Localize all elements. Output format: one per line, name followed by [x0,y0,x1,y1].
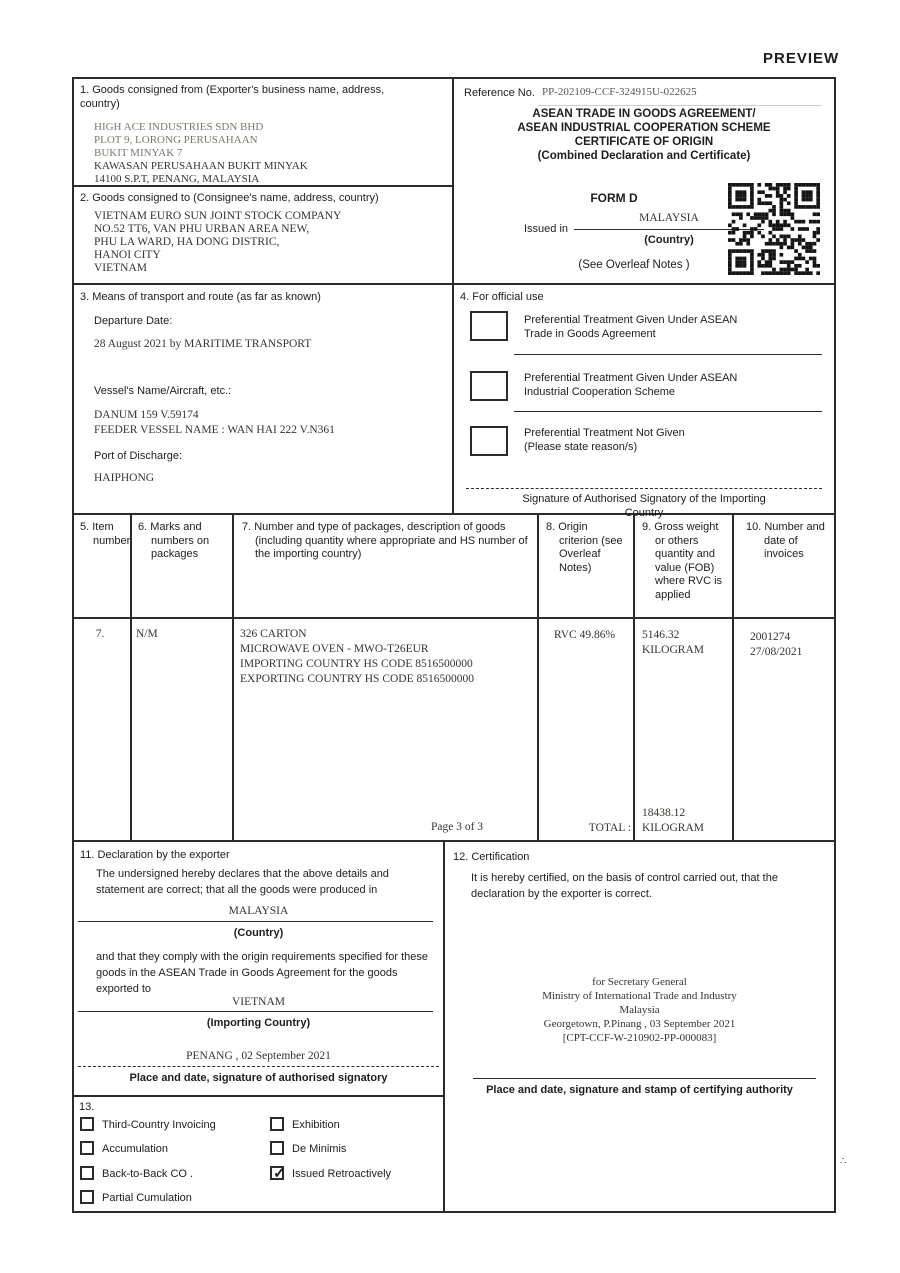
row-origin-criterion: RVC 49.86% [554,629,616,641]
exhibition-label: Exhibition [292,1119,340,1131]
form-d-label: FORM D [590,191,638,205]
weight-line: KILOGRAM [642,644,704,656]
consignee-line: VIETNAM EURO SUN JOINT STOCK COMPANY [94,210,342,222]
vessel-line: DANUM 159 V.59174 [94,409,199,421]
preferential-not-given-label [524,426,685,454]
overleaf-note: (See Overleaf Notes ) [578,259,690,271]
row-description [240,627,474,687]
back-to-back-co-label: Back-to-Back CO . [102,1168,194,1180]
certificate-form [72,77,836,1213]
country-rule [78,921,433,922]
box2-goods-consigned-to [74,187,454,285]
header-item-number: 5. Item number [80,521,131,547]
total-weight [642,806,704,836]
option-line: Preferential Treatment Given Under ASEAN [524,314,738,326]
row-gross-weight [642,628,704,658]
header-gross-weight: 9. Gross weight or others quantity and value (FOB) where RVC is applied [642,521,723,601]
title-line: ASEAN TRADE IN GOODS AGREEMENT/ [532,108,756,120]
option-line: Preferential Treatment Not Given [524,427,685,439]
country-caption: (Country) [233,927,284,939]
box3-label: 3. Means of transport and route (as far as known) [80,291,321,303]
reference-underline [538,105,822,106]
box12-label: 12. Certification [453,851,530,863]
vessel-line: FEEDER VESSEL NAME : WAN HAI 222 V.N361 [94,424,335,436]
invoice-line: 27/08/2021 [750,646,803,658]
header-packages: 7. Number and type of packages, description of goods (including quantity where appropriate and HS number of the importing country) [242,521,528,560]
reference-value: PP-202109-CCF-324915U-022625 [542,86,697,98]
title-line: ASEAN INDUSTRIAL COOPERATION SCHEME [517,122,771,134]
goods-table [74,515,834,842]
de-minimis-checkbox[interactable] [270,1141,284,1155]
qr-code [728,183,820,275]
country-caption: (Country) [644,234,694,246]
certification-text: It is hereby certified, on the basis of control carried out, that the declaration by the exporter is correct. [471,872,778,900]
exporter-line: KAWASAN PERUSAHAAN BUKIT MINYAK [94,160,308,172]
title-line: (Combined Declaration and Certificate) [537,150,751,162]
box13-label: 13. [79,1101,95,1113]
option-line: Preferential Treatment Given Under ASEAN [524,372,738,384]
certificate-title [454,107,834,163]
port-of-discharge-label: Port of Discharge: [94,450,183,462]
box12-certification [443,842,834,1211]
option1-rule [514,354,822,355]
consignee-line: VIETNAM [94,262,148,274]
total-line: 18438.12 [642,807,686,819]
importing-country-rule [78,1011,433,1012]
header-origin-criterion: 8. Origin criterion (see Overleaf Notes) [546,521,623,574]
reference-label: Reference No. [464,87,535,99]
consignee-line: HANOI CITY [94,249,161,261]
box2-label: 2. Goods consigned to (Consignee's name, address, country) [80,192,379,204]
partial-cumulation-label: Partial Cumulation [102,1192,192,1204]
col-divider [74,515,132,840]
invoice-line: 2001274 [750,631,791,643]
exporter-line: PLOT 9, LORONG PERUSAHAAN [94,134,258,146]
departure-date-label: Departure Date: [94,315,173,327]
exhibition-checkbox[interactable] [270,1117,284,1131]
row-invoice [750,630,802,660]
title-line: CERTIFICATE OF ORIGIN [574,136,714,148]
box13-special-cases [74,1097,443,1211]
authority-line: Malaysia [619,1004,660,1016]
authority-signature-rule [473,1078,816,1079]
header-marks: 6. Marks and numbers on packages [138,521,210,560]
header-invoices: 10. Number and date of invoices [746,521,825,560]
declaration-paragraph1: The undersigned hereby declares that the above details and statement are correct; that all the goods were produced in [96,868,389,896]
third-country-invoicing-checkbox[interactable] [80,1117,94,1131]
checkbox-mark: ✓ [273,1165,286,1182]
box11-declaration [74,842,443,1097]
col-divider [132,515,234,840]
consignee-line: NO.52 TT6, VAN PHU URBAN AREA NEW, [94,223,310,235]
port-of-discharge-value: HAIPHONG [94,472,155,484]
importing-country-caption: (Importing Country) [206,1017,311,1029]
row-marks: N/M [136,628,158,640]
authority-line: Ministry of International Trade and Industry [542,990,737,1002]
authority-line: Georgetown, P.Pinang , 03 September 2021 [543,1018,736,1030]
exporter-signature-rule [78,1066,439,1067]
preview-watermark: PREVIEW [763,50,840,67]
page-indicator: Page 3 of 3 [431,821,484,833]
description-line: EXPORTING COUNTRY HS CODE 8516500000 [240,673,475,685]
exporter-place-date: PENANG , 02 September 2021 [186,1050,331,1062]
total-label: TOTAL : [588,822,631,834]
header-divider [74,617,834,619]
accumulation-checkbox[interactable] [80,1141,94,1155]
description-line: MICROWAVE OVEN - MWO-T26EUR [240,643,429,655]
exported-to-country: VIETNAM [231,996,286,1008]
preferential-not-given-checkbox[interactable] [470,426,508,456]
option-line: Trade in Goods Agreement [524,328,656,340]
preferential-atiga-label [524,313,737,341]
authority-line: for Secretary General [592,976,687,988]
exporter-line: 14100 S.P.T, PENANG, MALAYSIA [94,173,260,185]
consignee-line: PHU LA WARD, HA DONG DISTRIC, [94,236,280,248]
box4-for-official-use [454,285,834,519]
scan-artifact-mark: ∴ [840,1156,847,1167]
certifying-authority [445,975,834,1045]
signatory-rule [466,488,822,489]
option2-rule [514,411,822,412]
preferential-atiga-checkbox[interactable] [470,311,508,341]
exporter-line: BUKIT MINYAK 7 [94,147,183,159]
exporter-address [94,121,308,186]
partial-cumulation-checkbox[interactable] [80,1190,94,1204]
authority-line: [CPT-CCF-W-210902-PP-000083] [562,1032,717,1044]
declaration-paragraph2: and that they comply with the origin requirements specified for these goods in the ASEAN Trade in Goods Agreement for the goods exported to [96,951,429,995]
exporter-signature-caption: Place and date, signature of authorised signatory [129,1072,388,1084]
exporter-line: HIGH ACE INDUSTRIES SDN BHD [94,121,264,133]
description-line: IMPORTING COUNTRY HS CODE 8516500000 [240,658,473,670]
consignee-address [94,210,341,275]
produced-in-country: MALAYSIA [228,905,289,917]
issued-retroactively-label: Issued Retroactively [292,1168,392,1180]
authority-signature-caption: Place and date, signature and stamp of certifying authority [486,1084,793,1096]
weight-line: 5146.32 [642,629,680,641]
vessel-label: Vessel's Name/Aircraft, etc.: [94,385,232,397]
box1-goods-consigned-from [74,79,454,187]
vessel-value [94,408,335,438]
preferential-aico-label [524,371,737,399]
issued-in-label: Issued in [524,223,569,235]
de-minimis-label: De Minimis [292,1143,347,1155]
preferential-aico-checkbox[interactable] [470,371,508,401]
issued-in-value: MALAYSIA [639,212,699,224]
signatory-caption: Signature of Authorised Signatory of the Importing Country [522,493,766,519]
option-line: Industrial Cooperation Scheme [524,386,676,398]
issued-retroactively-checkbox[interactable] [270,1166,284,1180]
total-line: KILOGRAM [642,822,704,834]
departure-date-value: 28 August 2021 by MARITIME TRANSPORT [94,338,312,350]
description-line: 326 CARTON [240,628,307,640]
box11-label: 11. Declaration by the exporter [80,849,230,861]
third-country-invoicing-label: Third-Country Invoicing [102,1119,216,1131]
row-item-number: 7. [95,628,105,640]
back-to-back-co-checkbox[interactable] [80,1166,94,1180]
box3-means-of-transport [74,285,454,515]
option-line: (Please state reason/s) [524,441,638,453]
reference-title-box [454,79,834,285]
box1-label: 1. Goods consigned from (Exporter's business name, address, country) [80,84,385,110]
box4-label: 4. For official use [460,291,544,303]
accumulation-label: Accumulation [102,1143,169,1155]
